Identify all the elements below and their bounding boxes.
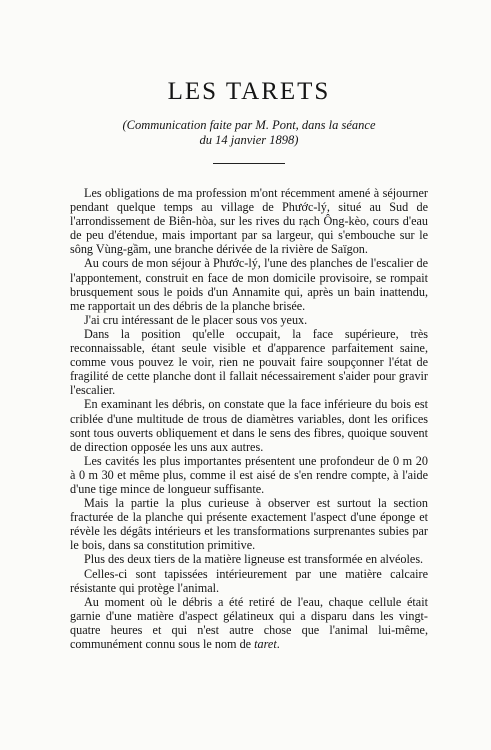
title-divider — [213, 163, 285, 164]
paragraph-10-text: Au moment où le débris a été retiré de l'eau, chaque cellule était garnie d'une matière d'aspect gélatineux qui a disparu dans les vingt-quatre heures et qui n'est autre chose que l'animal lui-même, communément connu sous le nom de — [70, 594, 428, 651]
paragraph-8: Plus des deux tiers de la matière ligneuse est transformée en alvéoles. — [84, 552, 424, 567]
italic-term-taret: taret — [254, 637, 277, 651]
paragraph-6: Les cavités les plus importantes présentent une profondeur de 0 m 20 à 0 m 30 et même plus, comme il est aisé de s'en rendre compte, à l'aide d'une tige mince de longueur suffisante. — [70, 453, 428, 496]
article-title: LES TARETS — [167, 78, 331, 105]
paragraph-10 — [70, 595, 428, 651]
paragraph-7: Mais la partie la plus curieuse à observer est surtout la section fracturée de la planche qui présente exactement l'aspect d'une éponge et révèle les dégâts intérieurs et les transformations surprenantes subies par le bois, dans sa constitution primitive. — [70, 496, 428, 553]
subtitle-line-1: (Communication faite par M. Pont, dans la séance — [122, 118, 376, 132]
paragraph-2: Au cours de mon séjour à Phước-lý, l'une des planches de l'escalier de l'appontement, construit en face de mon domicile provisoire, se rompait brusquement sous le poids d'un Annamite qui, après un bain inattendu, me rapportait un des débris de la planche brisée. — [70, 256, 428, 313]
article-subtitle — [70, 118, 428, 148]
paragraph-9: Celles-ci sont tapissées intérieurement par une matière calcaire résistante qui protège l'animal. — [70, 566, 428, 595]
final-punctuation: . — [276, 637, 280, 651]
article-body — [70, 186, 428, 651]
subtitle-line-2: du 14 janvier 1898) — [199, 133, 299, 147]
page — [70, 78, 428, 651]
paragraph-3: J'ai cru intéressant de le placer sous vos yeux. — [84, 312, 308, 327]
paragraph-4: Dans la position qu'elle occupait, la face supérieure, très reconnaissable, étant seule visible et d'apparence parfaitement saine, comme vous pouvez le voir, rien ne pouvait faire soupçonner l'état de fragilité de cette planche dont il fallait nécessairement s'aider pour gravir l'escalier. — [70, 326, 428, 398]
paragraph-1: Les obligations de ma profession m'ont récemment amené à séjourner pendant quelque temps au village de Phước-lý, situé au Sud de l'arrondissement de Biên-hòa, sur les rives du rạch Ông-kèo, cours d'eau de peu d'étendue, mais important par sa largeur, qui s'embouche sur le sông Vùng-gầm, une branche dérivée de la rivière de Saïgon. — [70, 186, 428, 257]
paragraph-5: En examinant les débris, on constate que la face inférieure du bois est criblée d'une multitude de trous de diamètres variables, dont les orifices sont tous ouverts obliquement et dans le sens des fibres, quoique souvent de direction opposée les uns aux autres. — [70, 397, 428, 454]
